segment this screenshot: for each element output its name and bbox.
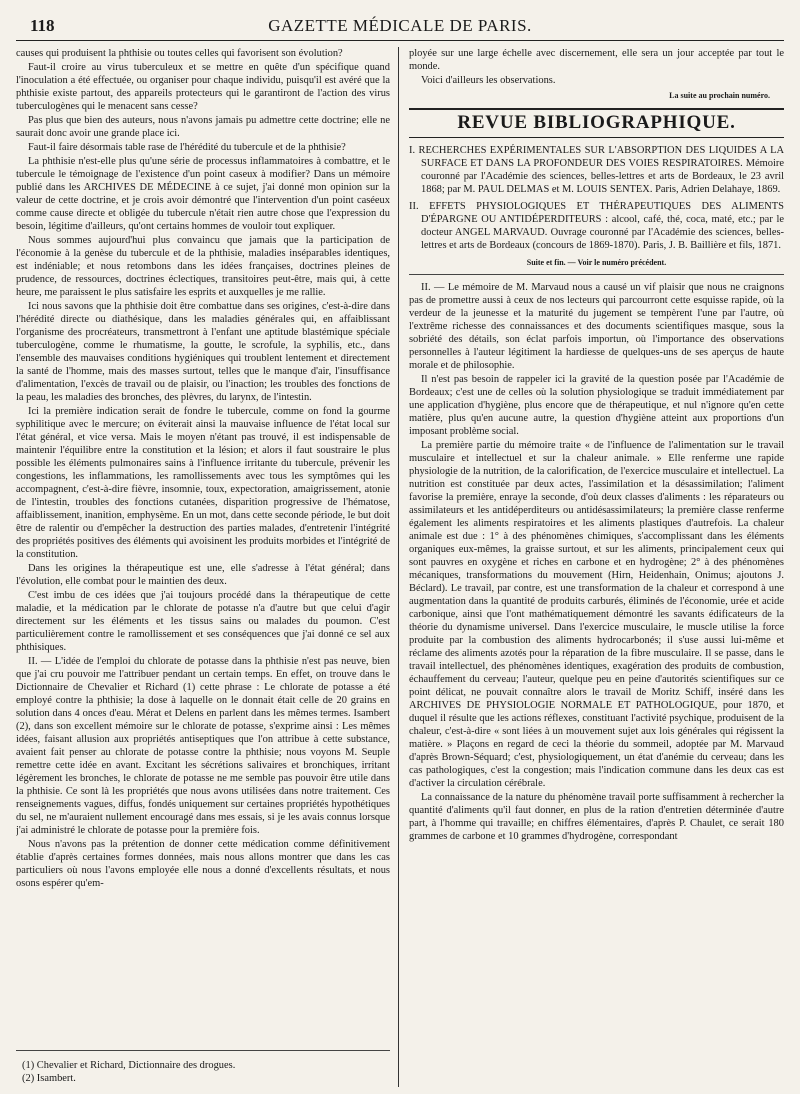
right-paragraph-1: II. — Le mémoire de M. Marvaud nous a causé un vif plaisir que nous ne craignons pas de promettre aussi à ceux de nos lecteurs qui parcourront cette esquisse rapide, où la verdeur de la jeunesse et la maturité du jugement se tempèrent l'une par l'autre, où l'extrême richesse des connaissances et des documents scientifiques masque, sous la sobriété des détails, son éclat parfois importun, où l'importance des observations personnelles à l'auteur légitiment la hardiesse de quelques-uns de ses aperçus de haute morale et de philosophie. (409, 282, 784, 371)
footnote-2: (2) Isambert. (22, 1073, 76, 1084)
right-paragraph-2: Il n'est pas besoin de rappeler ici la gravité de la question posée par l'Académie de Bordeaux; c'est une de celles où la solution physiologique se traduit immédiatement par une application d'hygiène, plus encore que de thérapeutique, et nul n'ignore qu'en cette matière, plus qu'en aucune autre, la question d'hygiène atteint aux proportions d'un imposant problème social. (409, 374, 784, 437)
left-paragraph-5: La phthisie n'est-elle plus qu'une série de processus inflammatoires à combattre, et le tubercule le témoignage de l'existence d'un point caseux à modifier? Dans un mémoire publié dans les ARCHIVES DE MÉDECINE à ce sujet, j'ai donné mon opinion sur la valeur de cette doctrine, et je crois avoir démontré que l'intervention d'un point caséeux comme cause directe et obligée du tubercule n'était rien autre chose que l'expression du besoin, légitime d'ailleurs, qu'ont certains hommes de vouloir tout expliquer. (16, 156, 390, 232)
left-column (16, 47, 398, 1087)
bibliography-entry-1: I. RECHERCHES EXPÉRIMENTALES SUR L'ABSORPTION DES LIQUIDES A LA SURFACE ET DANS LA PROFONDEUR DES VOIES RESPIRATOIRES. Mémoire couronné par l'Académie des sciences, belles-lettres et arts de Bordeaux, le 23 avril 1868; par M. PAUL DELMAS et M. LOUIS SENTEX. Paris, Adrien Delahaye, 1869. (409, 145, 784, 195)
suite-note: La suite au prochain numéro. (669, 91, 770, 100)
left-paragraph-6: Nous sommes aujourd'hui plus convaincu que jamais que la participation de l'économie à la genèse du tubercule et de la phthisie, maladies inséparables identiques, est indéniable; et nous retombons dans les idées françaises, doctrines pleines de prudence, de ressources, doctrines éclectiques, transitoires peut-être, mais qui, à cette heure, me paraissent le plus satisfaire les esprits et auxquelles je me rallie. (16, 235, 390, 298)
bibliography-entry-2: II. EFFETS PHYSIOLOGIQUES ET THÉRAPEUTIQUES DES ALIMENTS D'ÉPARGNE OU ANTIDÉPERDITEURS : alcool, café, thé, coca, maté, etc.; par le docteur ANGEL MARVAUD. Ouvrage couronné par l'Académie des sciences, belles-lettres et arts de Bordeaux (concours de 1869-1870). Paris, J. B. Baillière et fils, 1871. (409, 201, 784, 251)
right-paragraph-4: La connaissance de la nature du phénomène travail porte suffisamment à rechercher la quantité d'aliments qu'il faut donner, en plus de la ration d'entretien déterminée d'autre part, à l'homme qui travaille; en chiffres élémentaires, d'après P. Chaulet, ce serait 180 grammes de carbone et 10 grammes d'hydrogène, correspondant (409, 792, 784, 842)
journal-title: GAZETTE MÉDICALE DE PARIS. (268, 16, 532, 35)
review-heading (409, 108, 784, 138)
left-paragraph-7: Ici nous savons que la phthisie doit être combattue dans ses origines, c'est-à-dire dans l'hérédité directe ou diathésique, dans les maladies générales qui, en affaiblissant l'organisme des procréateurs, transmettront à l'enfant une aptitude blastémique spéciale tuberculogène, comme le rhumatisme, la goutte, le scrofule, la syphilis, etc., dans l'ensemble des mauvaises conditions hygiéniques qui troublent lentement et directement la santé de l'homme, mais des masses surtout, telles que le manque d'air, l'insuffisance d'alimentation, l'excès de travail ou de plaisir, ou l'inaction; les troubles des fonctions de la peau, les maladies des bronches, des plèvres, du larynx, de l'intestin. (16, 301, 390, 403)
footnotes (16, 1050, 390, 1085)
right-column (398, 47, 784, 1087)
page-number: 118 (30, 16, 55, 35)
left-paragraph-3: Pas plus que bien des auteurs, nous n'avons jamais pu admettre cette doctrine; elle ne saurait donc avoir une grande place ici. (16, 115, 390, 139)
left-paragraph-1: causes qui produisent la phthisie ou toutes celles qui favorisent son évolution? (16, 48, 343, 59)
right-paragraph-3: La première partie du mémoire traite « de l'influence de l'alimentation sur le travail musculaire et intellectuel et sur la chaleur animale. » Elle renferme une rapide physiologie de la nutrition, de la calorification, de l'exercice musculaire et intellectuel. La nutrition est constituée par deux actes, l'assimilation et la désassimilation; l'aliment favorise la première, enraye la seconde, d'où deux classes d'aliments : les réparateurs ou assimilateurs et les antidéperditeurs ou antidésassimilateurs; la première classe renferme également les aliments respiratoires et les aliments plastiques d'autrefois. La chaleur animale est due : 1° à des phénomènes chimiques, s'accomplissant dans les éléments organiques eux-mêmes, la graisse surtout, et sur les aliments, principalement ceux qui sont pauvres en oxygène et riches en carbone et en hydrogène; 2° à des phénomènes mécaniques, transformations du mouvement (Hirn, Heidenhain, Onimus; ajoutons J. Béclard). Le travail, par contre, est une transformation de la chaleur et correspond à une augmentation dans la quantité de produits carburés, éliminés de l'économie, urée et acide carbonique, ainsi que l'ont mathématiquement démontré les savants édificateurs de la théorie du dynamisme universel. Dans l'exercice musculaire, le muscle utilise la force produite par la combustion des aliments hydrocarbonés; il s'use aussi lui-même et réclame des aliments azotés pour la réparation de la fibre musculaire. Il se passe, dans le travail intellectuel, des phénomènes identiques, exagération des produits de combustion, échauffement du cerveau; l'auteur, quelque peu en peine d'autorités scientifiques sur ce point délicat, ne pouvait connaître alors le travail de Moritz Schiff, inséré dans les ARCHIVES DE PHYSIOLOGIE NORMALE ET PATHOLOGIQUE, pour 1870, et duquel il résulte que les actions réflexes, constituant l'activité psychique, produisent de la chaleur, c'est-à-dire « sont liées à un mouvement sujet aux lois générales qui régissent la matière. » Plaçons en regard de ceci la théorie du sommeil, adoptée par M. Marvaud d'après Brown-Séquard; c'est, physiologiquement, un état d'anémie du cerveau; dans les cas pathologiques, c'est la congestion; mais l'indication commune dans les deux cas est d'activer la circulation cérébrale. (409, 440, 784, 789)
review-title: REVUE BIBLIOGRAPHIQUE. (457, 112, 736, 133)
left-paragraph-2: Faut-il croire au virus tuberculeux et se mettre en quête d'un spécifique quand l'inoculation a été effectuée, ou organiser pour chaque individu, puisqu'il est avéré que la phthisie existe partout, des appareils protecteurs qui le garantiront de l'action des virus tuberculogènes qui le menacent sans cesse? (16, 62, 390, 112)
right-continuation: ployée sur une large échelle avec discernement, elle sera un jour acceptée par tout le monde. (409, 48, 784, 72)
continuation-note: Suite et fin. — Voir le numéro précédent. (409, 256, 784, 275)
left-paragraph-12: Nous n'avons pas la prétention de donner cette médication comme définitivement établie d'après certaines formes données, mais nous allons montrer que dans les cas particuliers où nous l'avons employée elle nous a donné d'excellents résultats, et nous osons espérer qu'em- (16, 839, 390, 889)
page-header (16, 14, 784, 41)
left-paragraph-10: C'est imbu de ces idées que j'ai toujours procédé dans la thérapeutique de cette maladie, et la médication par le chlorate de potasse n'a d'autre but que celui d'agir directement sur les éléments et les tissus sains ou malades du poumon. C'est particulièrement contre le ramollissement et ses conséquences que j'ai donné ce sel aux phthisiques. (16, 590, 390, 653)
left-paragraph-9: Dans les origines la thérapeutique est une, elle s'adresse à l'état général; dans l'évolution, elle combat pour le maintien des deux. (16, 563, 390, 587)
observations-line: Voici d'ailleurs les observations. (421, 75, 556, 86)
left-paragraph-4: Faut-il faire désormais table rase de l'hérédité du tubercule et de la phthisie? (28, 142, 346, 153)
left-paragraph-8: Ici la première indication serait de fondre le tubercule, comme on fond la gourme syphilitique avec le mercure; on éviterait ainsi la mauvaise influence de l'état local sur l'état général, et vice versa. Mais le moyen n'étant pas trouvé, il est indispensable de maintenir l'équilibre entre la constitution et la lésion; et alors il faut soustraire le plus possible les éléments pulmonaires sains à l'influence irritante du tubercule, prévenir les congestions, les inflammations, les ramollissements avec tous les symptômes qui les accompagnent, c'est-à-dire fièvre, insomnie, toux, expectoration, amaigrissement, atonie de l'intestin, troubles des fonctions cutanées, disparition progressive de l'hématose, affaiblissement, inanition, emphysème. En un mot, dans cette seconde période, le but doit être de ralentir ou d'empêcher la destruction des parties malades, d'entretenir l'intégrité des propriétés positives des éléments qui avoisinent les produits morbides et l'intégrité de la constitution. (16, 406, 391, 560)
left-paragraph-11: II. — L'idée de l'emploi du chlorate de potasse dans la phthisie n'est pas neuve, bien que j'ai cru pouvoir me l'attribuer pendant un certain temps. En effet, on trouve dans le Dictionnaire de Chevalier et Richard (1) cette phrase : Le chlorate de potasse a été employé contre la phthisie; la dose à laquelle on le donnait était celle de 20 grains en solution dans 4 onces d'eau. Mérat et Delens en parlent dans les mêmes termes. Isambert (2), dans son excellent mémoire sur le chlorate de potasse, s'exprime ainsi : Les mêmes idées, faisant allusion aux propriétés antiseptiques que l'on attribue à cette substance, avaient fait penser au chlorate de potasse contre la phthisie; nous voyons M. Seuple remettre cette idée en avant. Excitant les sécrétions salivaires et bronchiques, irritant légèrement les bronches, le chlorate de potasse ne me semble pas pouvoir être utile dans la phthisie. Ce sont là les propriétés que nous avons utilisées dans notre traitement. Ces renseignements vagues, diffus, fondés uniquement sur certaines propriétés hypothétiques du sel, ne m'auraient nullement encouragé dans mes essais, si je les avais connus lorsque j'ai administré le chlorate de potasse pour la première fois. (16, 656, 390, 836)
footnote-1: (1) Chevalier et Richard, Dictionnaire des drogues. (22, 1060, 236, 1071)
columns (16, 47, 784, 1087)
